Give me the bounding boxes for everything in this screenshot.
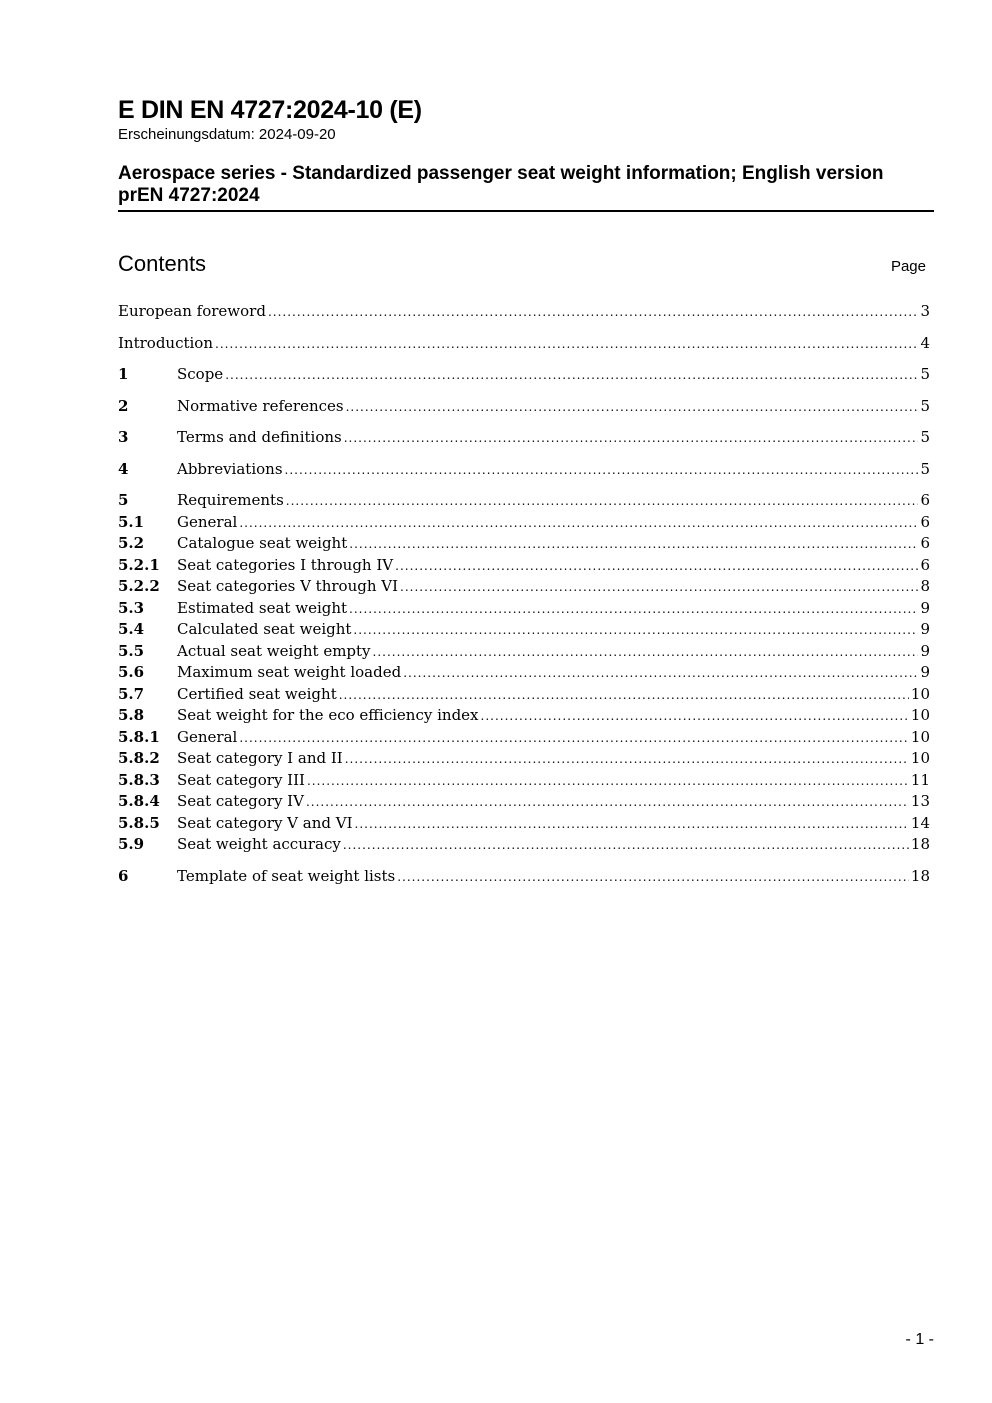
toc-entry-title: Maximum seat weight loaded — [177, 663, 402, 681]
toc-entry-page: 18 — [910, 866, 930, 885]
toc-entry-page: 3 — [920, 302, 930, 320]
toc-entry-number: 5.2.2 — [118, 577, 160, 595]
toc-entry-number: 5.8.3 — [118, 770, 160, 789]
toc-entry-page: 9 — [920, 641, 930, 660]
publication-date: Erscheinungsdatum: 2024-09-20 — [118, 126, 336, 143]
toc-entry[interactable] — [118, 555, 930, 577]
toc-entry-page: 5 — [920, 428, 930, 446]
toc-entry[interactable] — [118, 364, 930, 386]
toc-entry-title: Seat categories I through IV — [177, 555, 394, 574]
toc-entry-page: 9 — [920, 663, 930, 681]
toc-entry-page: 9 — [920, 598, 930, 617]
toc-entry-page: 5 — [920, 365, 930, 383]
page-column-label: Page — [890, 258, 926, 275]
toc-entry[interactable] — [118, 427, 930, 449]
toc-entry-number: 5.7 — [118, 684, 145, 703]
toc-entry-title: Seat category I and II — [177, 749, 343, 767]
toc-entry-number: 1 — [118, 365, 129, 383]
toc-entry-page: 14 — [910, 813, 930, 832]
toc-entry-page: 11 — [910, 770, 930, 789]
toc-dot-leader — [225, 365, 918, 387]
header-divider — [118, 210, 934, 212]
toc-entry-page: 10 — [910, 706, 930, 724]
toc-dot-leader — [239, 513, 918, 535]
toc-entry-number: 5.8.1 — [118, 727, 160, 746]
toc-dot-leader — [239, 728, 909, 750]
toc-entry-number: 5.8.2 — [118, 749, 160, 767]
toc-entry-number: 5.9 — [118, 835, 145, 853]
toc-entry-page: 10 — [910, 749, 930, 767]
toc-dot-leader — [285, 460, 919, 482]
toc-entry-title: Actual seat weight empty — [177, 641, 371, 660]
toc-entry[interactable] — [118, 791, 930, 813]
toc-entry-title: Calculated seat weight — [177, 620, 352, 638]
toc-entry-page: 13 — [910, 792, 930, 810]
toc-entry-title: Certified seat weight — [177, 684, 337, 703]
toc-dot-leader — [286, 491, 919, 513]
toc-entry-page: 4 — [920, 333, 930, 352]
toc-entry[interactable] — [118, 662, 930, 684]
toc-entry-title: General — [177, 727, 238, 746]
title-line-1: Aerospace series - Standardized passenger seat weight information; English version — [118, 163, 884, 184]
toc-entry-number: 3 — [118, 428, 129, 446]
toc-entry-title: Seat category V and VI — [177, 813, 353, 832]
toc-entry[interactable] — [118, 727, 930, 749]
toc-entry[interactable] — [118, 866, 930, 888]
toc-entry-number: 5.6 — [118, 663, 145, 681]
toc-entry-number: 5.8 — [118, 706, 145, 724]
toc-entry[interactable] — [118, 684, 930, 706]
toc-entry[interactable] — [118, 490, 930, 512]
toc-entry-title: European foreword — [118, 302, 266, 320]
toc-entry-title: Seat weight for the eco efficiency index — [177, 706, 479, 724]
title-line-2: prEN 4727:2024 — [118, 185, 260, 206]
toc-dot-leader — [343, 835, 909, 857]
toc-entry[interactable] — [118, 770, 930, 792]
toc-entry-title: Seat category III — [177, 770, 305, 789]
toc-entry-page: 6 — [920, 534, 930, 552]
toc-entry-number: 6 — [118, 866, 129, 885]
toc-dot-leader — [397, 867, 909, 889]
table-of-contents — [118, 301, 930, 887]
toc-entry-page: 10 — [910, 727, 930, 746]
document-header — [118, 95, 934, 207]
toc-entry-title: Seat category IV — [177, 792, 304, 810]
toc-entry[interactable] — [118, 301, 930, 323]
toc-entry[interactable] — [118, 619, 930, 641]
toc-entry-title: Introduction — [118, 333, 213, 352]
toc-dot-leader — [307, 771, 909, 793]
toc-dot-leader — [400, 577, 918, 599]
toc-entry-page: 10 — [910, 684, 930, 703]
toc-entry[interactable] — [118, 459, 930, 481]
document-id: E DIN EN 4727:2024-10 (E) — [118, 96, 422, 124]
document-title — [118, 163, 934, 207]
toc-dot-leader — [215, 334, 918, 356]
toc-entry[interactable] — [118, 576, 930, 598]
toc-dot-leader — [346, 397, 919, 419]
toc-entry-title: Terms and definitions — [177, 428, 342, 446]
toc-entry[interactable] — [118, 533, 930, 555]
toc-entry-title: General — [177, 512, 238, 531]
toc-dot-leader — [268, 302, 919, 324]
toc-entry-number: 5.8.5 — [118, 813, 160, 832]
toc-entry-title: Seat categories V through VI — [177, 577, 399, 595]
toc-entry-title: Requirements — [177, 491, 284, 509]
toc-entry-number: 5.3 — [118, 598, 145, 617]
toc-dot-leader — [481, 706, 909, 728]
toc-entry[interactable] — [118, 333, 930, 355]
toc-entry-number: 5 — [118, 491, 129, 509]
toc-entry-number: 5.1 — [118, 512, 145, 531]
toc-entry-number: 5.2.1 — [118, 555, 160, 574]
toc-entry[interactable] — [118, 641, 930, 663]
contents-heading: Contents — [118, 251, 207, 276]
toc-entry-page: 6 — [920, 512, 930, 531]
toc-entry[interactable] — [118, 396, 930, 418]
toc-dot-leader — [344, 428, 919, 450]
toc-entry-number: 5.5 — [118, 641, 145, 660]
toc-dot-leader — [339, 685, 909, 707]
toc-entry-title: Seat weight accuracy — [177, 835, 341, 853]
toc-dot-leader — [345, 749, 909, 771]
toc-dot-leader — [353, 620, 918, 642]
toc-entry[interactable] — [118, 748, 930, 770]
toc-entry-number: 5.8.4 — [118, 792, 160, 810]
toc-entry[interactable] — [118, 813, 930, 835]
toc-entry-number: 5.2 — [118, 534, 145, 552]
toc-entry-number: 5.4 — [118, 620, 145, 638]
page-number: - 1 - — [905, 1331, 934, 1348]
toc-entry-title: Estimated seat weight — [177, 598, 348, 617]
toc-dot-leader — [395, 556, 918, 578]
toc-entry-page: 9 — [920, 620, 930, 638]
toc-entry-page: 5 — [920, 459, 930, 478]
toc-dot-leader — [403, 663, 918, 685]
toc-entry-title: Catalogue seat weight — [177, 534, 348, 552]
toc-entry-number: 2 — [118, 396, 129, 415]
toc-entry-page: 18 — [910, 835, 930, 853]
toc-entry-title: Normative references — [177, 396, 344, 415]
toc-entry[interactable] — [118, 705, 930, 727]
toc-entry[interactable] — [118, 598, 930, 620]
toc-entry-page: 8 — [920, 577, 930, 595]
toc-entry-page: 5 — [920, 396, 930, 415]
toc-dot-leader — [373, 642, 919, 664]
toc-entry[interactable] — [118, 834, 930, 856]
toc-entry-number: 4 — [118, 459, 129, 478]
toc-entry-page: 6 — [920, 555, 930, 574]
toc-entry-title: Scope — [177, 365, 224, 383]
toc-dot-leader — [355, 814, 909, 836]
toc-entry-title: Template of seat weight lists — [177, 866, 396, 885]
toc-entry[interactable] — [118, 512, 930, 534]
toc-dot-leader — [349, 599, 918, 621]
toc-entry-title: Abbreviations — [177, 459, 283, 478]
toc-dot-leader — [306, 792, 909, 814]
toc-dot-leader — [349, 534, 918, 556]
toc-entry-page: 6 — [920, 491, 930, 509]
